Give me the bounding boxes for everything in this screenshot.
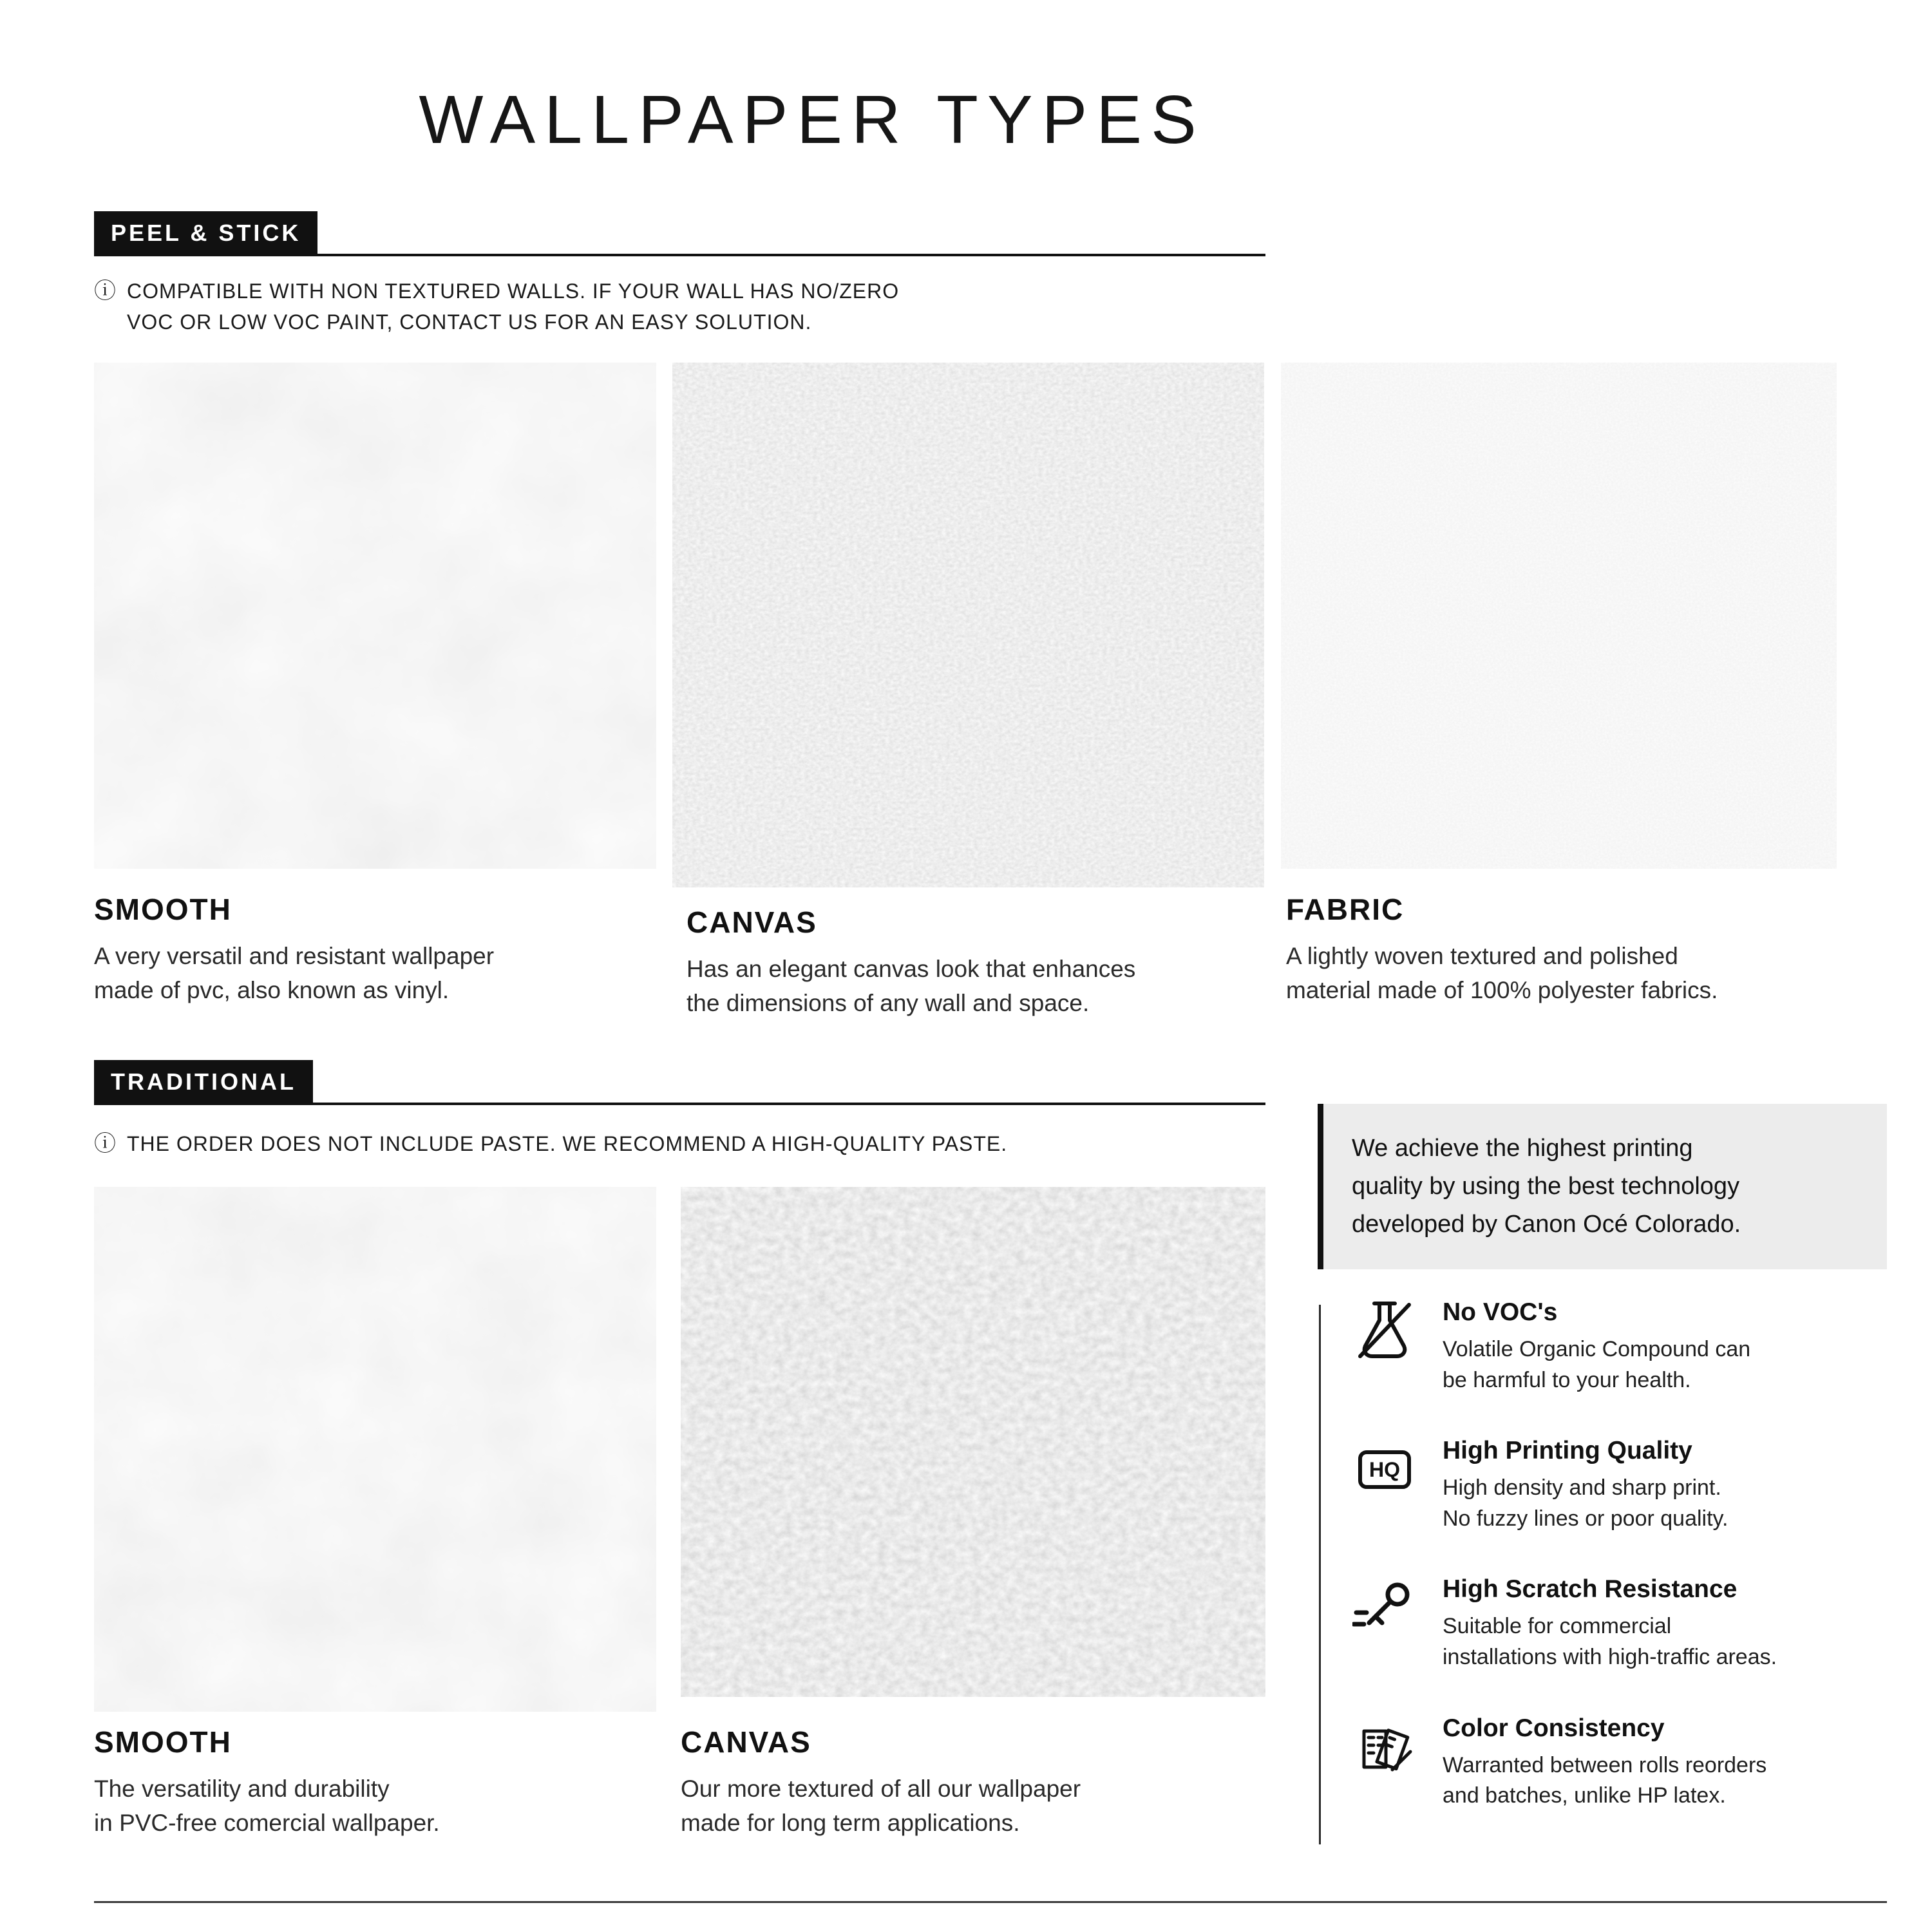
swatch-title: FABRIC: [1286, 893, 1405, 926]
info-icon: ⓘ: [94, 279, 117, 303]
fabric-texture-image: [1281, 363, 1837, 869]
peel-stick-smooth-caption: [94, 892, 648, 1007]
smooth-paper-texture-image: [94, 1187, 656, 1712]
feature-title: High Printing Quality: [1443, 1437, 1692, 1465]
feature-high-printing-quality: [1352, 1437, 1893, 1534]
printing-quality-note: We achieve the highest printing quality by using the best technology developed by Canon Océ Colorado.: [1318, 1104, 1887, 1269]
swatch-title: CANVAS: [681, 1725, 811, 1759]
swatch-title: SMOOTH: [94, 1725, 232, 1759]
info-icon: ⓘ: [94, 1132, 117, 1156]
peel-stick-fabric-caption: [1286, 892, 1866, 1007]
no-vocs-flask-icon: [1352, 1298, 1417, 1363]
color-swatch-book-icon: [1352, 1714, 1417, 1779]
swatch-description: Has an elegant canvas look that enhances the dimensions of any wall and space.: [687, 956, 1136, 1016]
peel-stick-section-rule: [94, 214, 1265, 256]
swatch-title: CANVAS: [687, 905, 817, 939]
swatch-description: A lightly woven textured and polished material made of 100% polyester fabrics.: [1286, 943, 1718, 1003]
peel-stick-section-label: PEEL & STICK: [94, 211, 317, 255]
traditional-section-rule: [94, 1063, 1265, 1105]
rough-canvas-texture-image: [681, 1187, 1265, 1697]
feature-title: No VOC's: [1443, 1298, 1558, 1326]
swatch-description: A very versatil and resistant wallpaper made of pvc, also known as vinyl.: [94, 943, 495, 1003]
peel-stick-note-text: [127, 276, 899, 337]
svg-text:HQ: HQ: [1369, 1458, 1400, 1482]
feature-scratch-resistance: [1352, 1575, 1893, 1672]
feature-description: High density and sharp print. No fuzzy lines or poor quality.: [1443, 1475, 1728, 1531]
feature-text: [1443, 1575, 1777, 1672]
traditional-note: [94, 1128, 1007, 1160]
bottom-divider-line: [94, 1901, 1887, 1903]
feature-text: [1443, 1298, 1750, 1396]
smooth-vinyl-texture-image: [94, 363, 656, 869]
feature-description: Suitable for commercial installations with high-traffic areas.: [1443, 1614, 1777, 1669]
note-line: COMPATIBLE WITH NON TEXTURED WALLS. IF YOUR WALL HAS NO/ZERO: [127, 279, 900, 303]
feature-description: Volatile Organic Compound can be harmful to your health.: [1443, 1337, 1751, 1392]
traditional-canvas-caption: [681, 1725, 1260, 1840]
swatch-description: The versatility and durability in PVC-free comercial wallpaper.: [94, 1776, 440, 1836]
scratch-resistance-icon: [1352, 1575, 1417, 1640]
feature-text: [1443, 1714, 1766, 1812]
traditional-smooth-caption: [94, 1725, 648, 1840]
peel-stick-canvas-caption: [687, 905, 1266, 1020]
features-list: [1352, 1298, 1893, 1812]
feature-title: High Scratch Resistance: [1443, 1575, 1738, 1604]
swatch-title: SMOOTH: [94, 893, 232, 926]
page-title: WALLPAPER TYPES: [419, 82, 1206, 158]
traditional-smooth-swatch: [94, 1187, 656, 1712]
peel-stick-fabric-swatch: [1281, 363, 1837, 869]
traditional-canvas-swatch: [681, 1187, 1265, 1697]
feature-color-consistency: [1352, 1714, 1893, 1812]
swatch-description: Our more textured of all our wallpaper made for long term applications.: [681, 1776, 1081, 1836]
high-quality-badge-icon: [1352, 1437, 1417, 1501]
peel-stick-note: [94, 276, 899, 337]
features-divider-line: [1319, 1305, 1321, 1844]
traditional-note-text: THE ORDER DOES NOT INCLUDE PASTE. WE RECOMMEND A HIGH-QUALITY PASTE.: [127, 1132, 1008, 1155]
feature-title: Color Consistency: [1443, 1714, 1665, 1742]
peel-stick-canvas-swatch: [672, 363, 1264, 887]
peel-stick-smooth-swatch: [94, 363, 656, 869]
feature-no-vocs: [1352, 1298, 1893, 1396]
feature-description: Warranted between rolls reorders and batches, unlike HP latex.: [1443, 1752, 1767, 1808]
note-line: VOC OR LOW VOC PAINT, CONTACT US FOR AN EASY SOLUTION.: [127, 310, 812, 334]
canvas-texture-image: [672, 363, 1264, 887]
traditional-section-label: TRADITIONAL: [94, 1060, 313, 1104]
feature-text: [1443, 1437, 1728, 1534]
